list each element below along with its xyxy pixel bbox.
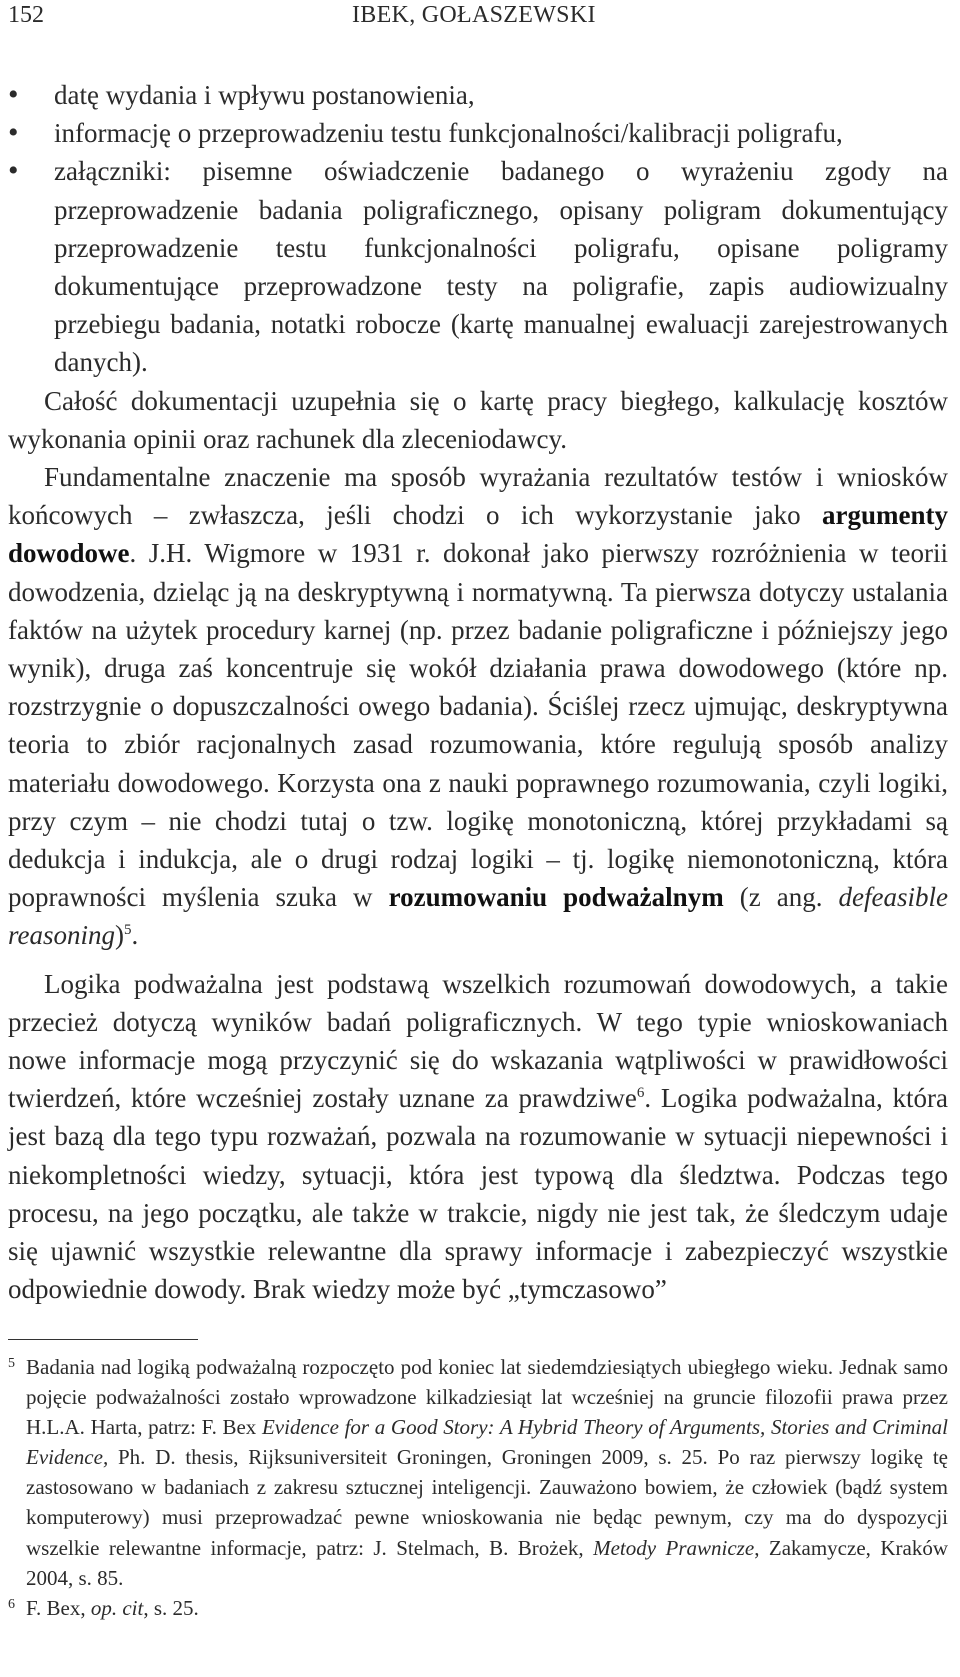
paragraph-evidence <box>8 458 948 955</box>
bold-term: rozumowaniu podważalnym <box>388 882 724 913</box>
footnote-ref[interactable]: 6 <box>636 1085 645 1102</box>
footnote-6 <box>8 1593 948 1623</box>
bold-term: argumenty dowodowe <box>8 500 948 569</box>
main-text <box>8 76 948 1309</box>
running-head: IBEK, GOŁASZEWSKI <box>352 2 596 28</box>
bullet-icon <box>8 152 38 190</box>
list-item-text: datę wydania i wpływu postanowienia, <box>54 80 475 110</box>
list-item <box>8 76 948 114</box>
footnote-text: Badania nad logiką podważalną rozpoczęto pod koniec lat siedemdziesiątych ubiegłego wieku. Jednak samo pojęcie podważalności zostało wprowadzone kilkadziesiąt lat wcześniej na gruncie filozofii prawa przez H.L.A. Harta, patrz: F. Bex <box>26 1355 948 1440</box>
paragraph-text: Całość dokumentacji uzupełnia się o kartę pracy biegłego, kalkulację kosztów wykonania opinii oraz rachunek dla zleceniodawcy. <box>8 385 948 454</box>
bullet-icon <box>8 76 38 114</box>
paragraph-text: (z ang. <box>723 882 839 913</box>
footnote-text: , Zakamycze, Kraków 2004, s. 85. <box>26 1535 948 1590</box>
footnote-ref[interactable]: 5 <box>124 922 132 939</box>
paragraph-text: Fundamentalne znaczenie ma sposób wyrażania rezultatów testów i wniosków końcowych – zwłaszcza, jeśli chodzi o ich wykorzystanie jako <box>8 462 948 531</box>
paragraph-text: . Logika podważalna, która jest bazą dla tego typu rozważań, pozwala na rozumowanie w sytuacji niepewności i niekompletności wiedzy, sytuacji, która jest typową dla śledztwa. Podczas tego procesu, na jego początku, ale także w trakcie, nigdy nie jest tak, że śledczym udaje się ujawnić wszystkie relewantne dla sprawy informacje i zabezpieczyć wszystkie odpowiednie dowody. Brak wiedzy może być „tymczasowo” <box>8 1083 948 1305</box>
paragraph-text: . J.H. Wigmore w 1931 r. dokonał jako pierwszy rozróżnienia w teorii dowodzenia, dzieląc ją na deskryptywną i normatywną. Ta pierwsza dotyczy ustalania faktów na użytek procedury karnej (np. przez badanie poligraficzne i późniejszy jego wynik), druga zaś koncentruje się wokół działania prawa dowodowego (które np. rozstrzygnie o dopuszczalności owego badania). Ściślej rzecz ujmując, deskryptywna teoria to zbiór racjonalnych zasad rozumowania, które regulują sposób analizy materiału dowodowego. Korzysta ona z nauki poprawnego rozumowania, czyli logiki, przy czym – nie chodzi tutaj o tzw. logikę monotoniczną, której przykładami są dedukcja i indukcja, ale o drugi rodzaj logiki – tj. logikę niemonotoniczną, która poprawności myślenia szuka w <box>8 538 948 913</box>
footnote-5 <box>8 1352 948 1593</box>
footnote-mark: 5 <box>8 1356 15 1371</box>
list-item-text: załączniki: pisemne oświadczenie badanego o wyrażeniu zgody na przeprowadzenie badania poligraficznego, opisany poligram dokumentujący przeprowadzenie testu funkcjonalności poligrafu, opisane poligramy dokumentujące przeprowadzone testy na poligrafie, zapis audiowizualny przebiegu badania, notatki robocze (kartę manualnej ewaluacji zarejestrowanych danych). <box>54 156 948 378</box>
page-number: 152 <box>8 2 44 28</box>
paragraph-defeasible-logic <box>8 965 948 1309</box>
footnote-mark: 6 <box>8 1596 15 1612</box>
footnote-divider <box>8 1339 198 1340</box>
list-item <box>8 114 948 152</box>
paragraph-text: ) <box>115 920 124 951</box>
bullet-list <box>8 76 948 382</box>
footnote-text: Ph. D. thesis, Rijksuniversiteit Groningen, Groningen 2009, s. 25. Po raz pierwszy logikę tę zastosowano w badaniach z zakresu sztucznej inteligencji. Zauważono bowiem, że człowiek (bądź system komputerowy) musi przeprowadzać pewne wnioskowania nie będąc pewnym, czy ma do dyspozycji wszelkie relewantne informacje, patrz: J. Stelmach, B. Brożek, <box>26 1445 948 1560</box>
list-item-text: informację o przeprowadzeniu testu funkcjonalności/kalibracji poligrafu, <box>54 118 843 149</box>
footnote-abbrev: op. cit <box>90 1595 144 1620</box>
footnote-text: F. Bex, <box>26 1595 91 1620</box>
footnotes <box>8 1352 948 1623</box>
paragraph-text: . <box>131 920 139 951</box>
paragraph-text: Logika podważalna jest podstawą wszelkich rozumowań dowodowych, a takie przecież dotyczą wyników badań poligraficznych. W tego typie wnioskowaniach nowe informacje mogą przyczynić się do wskazania wątpliwości w prawidłowości twierdzeń, które wcześniej zostały uznane za prawdziwe <box>8 968 948 1114</box>
page-header <box>8 0 948 34</box>
paragraph-documentation <box>8 382 948 458</box>
bullet-icon <box>8 114 38 152</box>
footnote-title: Evidence for a Good Story: A Hybrid Theory of Arguments, Stories and Criminal Evidence, <box>26 1415 948 1470</box>
list-item <box>8 152 948 381</box>
italic-term: defeasible reasoning <box>8 882 948 951</box>
footnote-title: Metody Prawnicze <box>593 1535 755 1560</box>
footnote-text: , s. 25. <box>143 1595 199 1620</box>
